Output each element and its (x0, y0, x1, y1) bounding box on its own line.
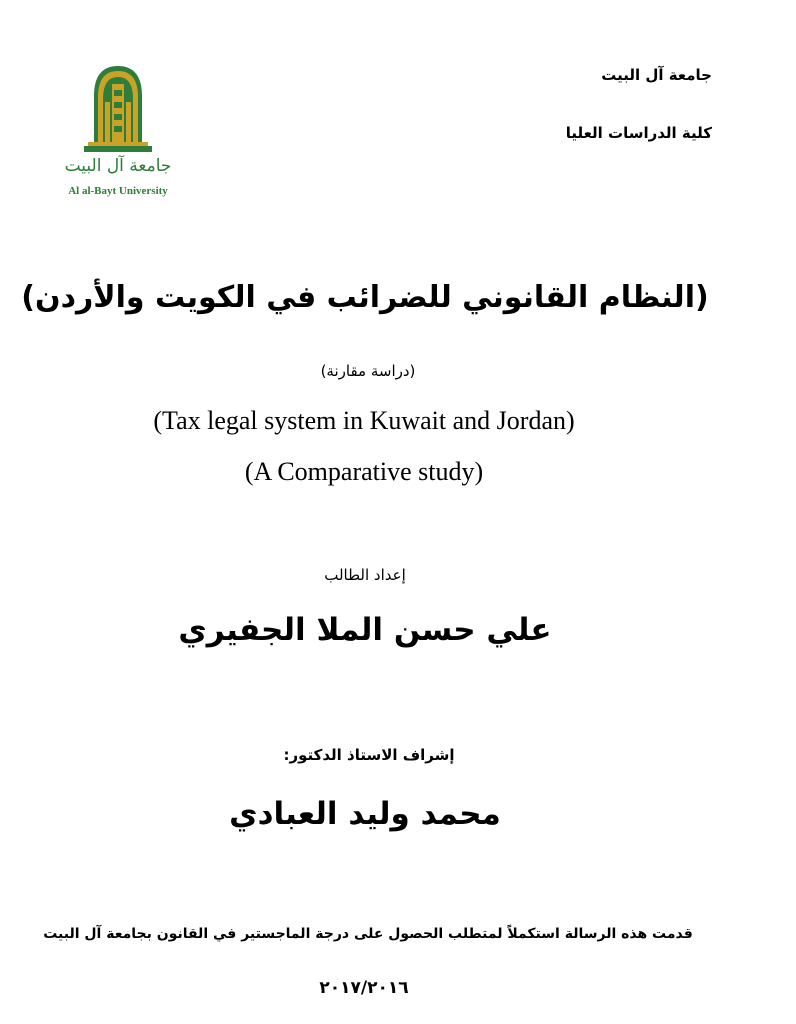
thesis-subtitle-english: (A Comparative study) (244, 457, 484, 486)
university-name: جامعة آل البيت (601, 66, 712, 84)
submission-statement: قدمت هذه الرسالة استكملاً لمتطلب الحصول على درجة الماجستير في القانون بجامعة آل البيت (43, 926, 693, 942)
student-name: علي حسن الملا الجفيري (178, 612, 552, 648)
logo-arabic-name: جامعة آل البيت (64, 156, 172, 176)
thesis-title-arabic: (النظام القانوني للضرائب في الكويت والأردن) (21, 280, 709, 315)
thesis-title-english: (Tax legal system in Kuwait and Jordan) (153, 406, 575, 435)
prepared-by-label: إعداد الطالب (324, 566, 406, 584)
supervisor-label: إشراف الاستاذ الدكتور: (283, 746, 455, 764)
logo-english-name: Al al-Bayt University (68, 185, 168, 197)
university-logo (58, 62, 178, 207)
academic-year: ٢٠١٧/٢٠١٦ (319, 978, 409, 998)
university-emblem-icon (58, 62, 178, 154)
supervisor-name: محمد وليد العبادي (229, 796, 501, 832)
thesis-subtitle-arabic: (دراسة مقارنة) (320, 362, 416, 380)
faculty-name: كلية الدراسات العليا (565, 124, 712, 142)
